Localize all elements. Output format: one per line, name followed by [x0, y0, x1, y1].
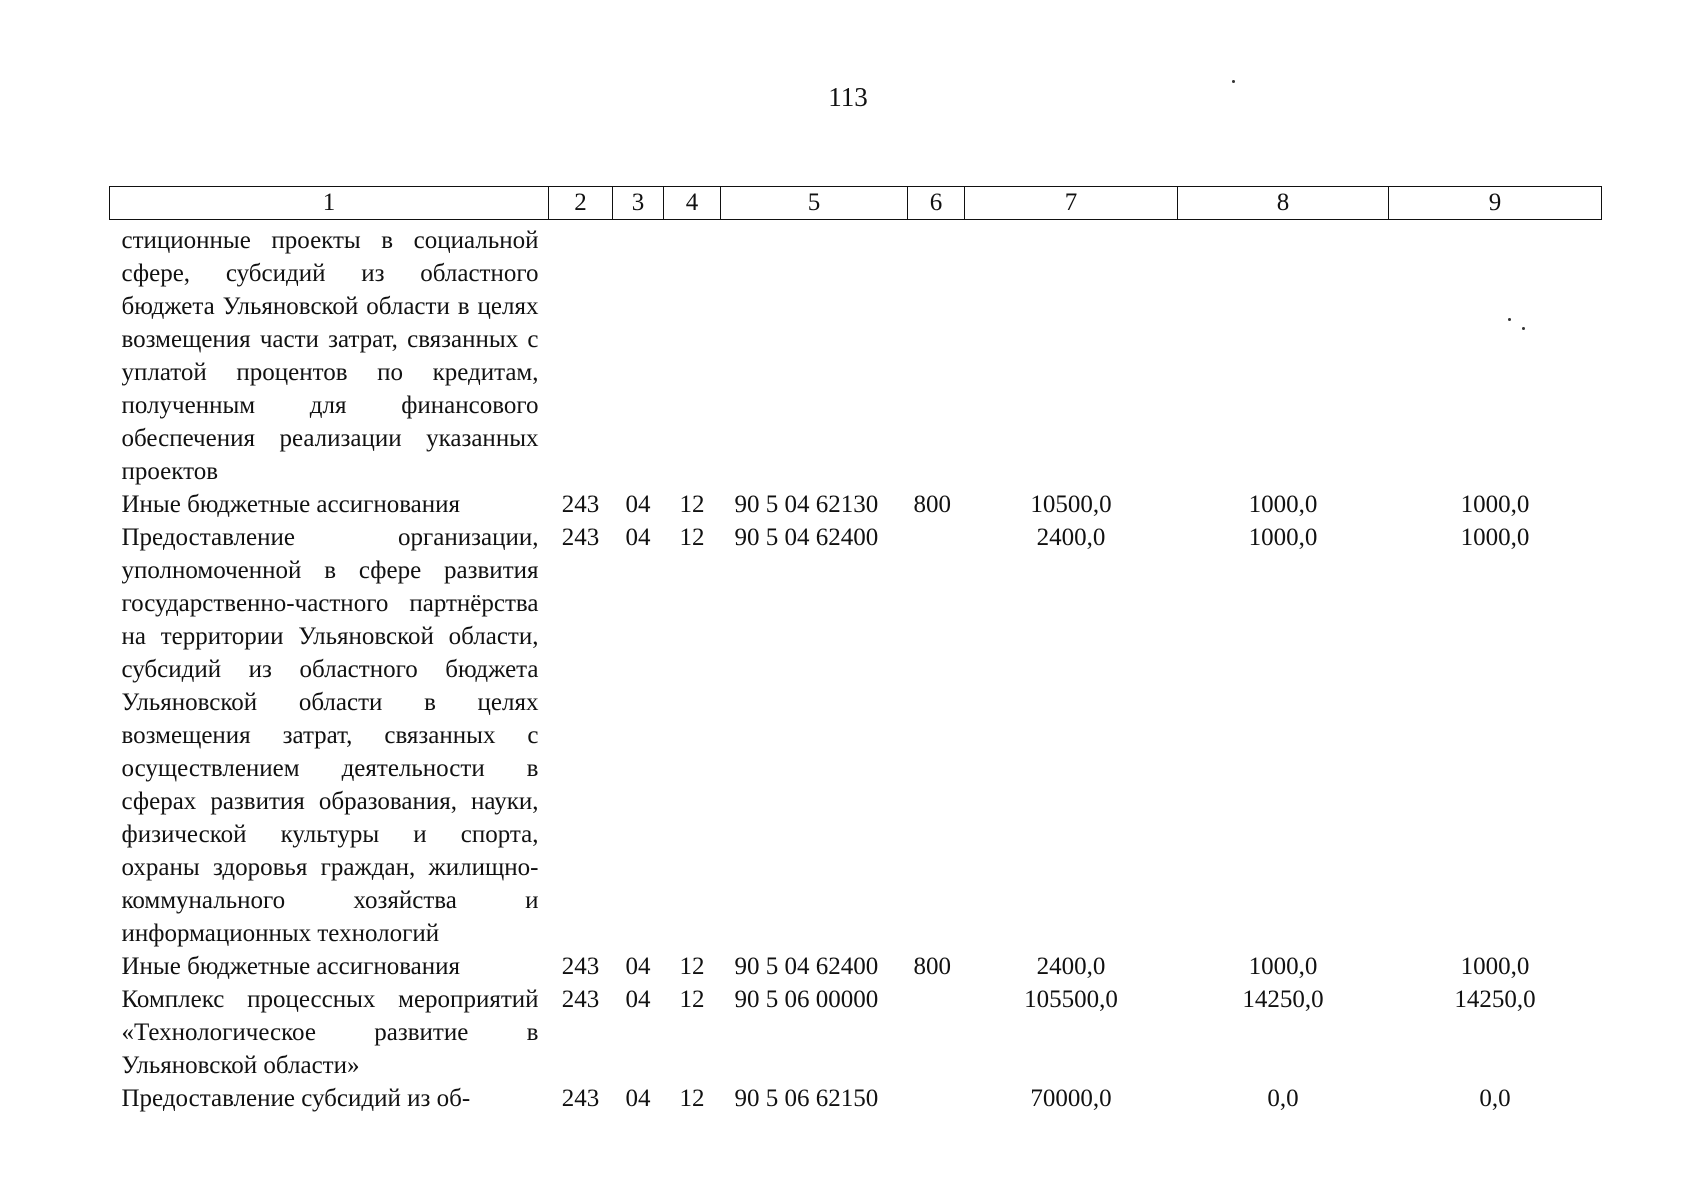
cell-col8 [1178, 220, 1389, 489]
cell-col2: 243 [561, 986, 600, 1013]
table-row [110, 983, 1602, 1082]
scan-speck [1232, 80, 1235, 83]
cell-col8: 14250,0 [1242, 986, 1324, 1013]
cell-col5: 90 5 04 62130 [734, 491, 879, 518]
table-row [110, 220, 1602, 489]
table-row [110, 521, 1602, 950]
cell-col2 [549, 220, 613, 489]
cell-col9: 14250,0 [1454, 986, 1536, 1013]
cell-col9: 0,0 [1479, 1085, 1511, 1112]
cell-col8: 1000,0 [1248, 524, 1318, 551]
cell-col4 [664, 220, 721, 489]
cell-col3 [613, 220, 664, 489]
cell-col9: 1000,0 [1460, 953, 1530, 980]
cell-col3: 04 [625, 1085, 651, 1112]
cell-col5: 90 5 04 62400 [734, 953, 879, 980]
cell-col2: 243 [561, 953, 600, 980]
cell-col8: 0,0 [1267, 1085, 1299, 1112]
cell-col5: 90 5 06 62150 [734, 1085, 879, 1112]
column-header: 9 [1389, 187, 1602, 220]
column-header: 3 [613, 187, 664, 220]
cell-col9: 1000,0 [1460, 524, 1530, 551]
cell-col3: 04 [625, 491, 651, 518]
column-header: 2 [549, 187, 613, 220]
cell-col9: 1000,0 [1460, 491, 1530, 518]
table-row [110, 950, 1602, 983]
header-row [110, 187, 1602, 220]
row-name: Иные бюджетные ассигнования [121, 953, 461, 980]
row-name: Иные бюджетные ассигнования [121, 491, 461, 518]
budget-table [109, 186, 1602, 1115]
cell-col2: 243 [561, 524, 600, 551]
row-name: Предоставление организации, уполномоченной в сфере развития государственно-частного партнёрства на территории Ульяновской области, субсидий из областного бюджета Ульяновской области в целях возмещения затрат, связанных с осуществлением деятельности в сферах развития образования, науки, физической культуры и спорта, охраны здоровья граждан, жилищно-коммунального хозяйства и информационных технологий [121, 524, 539, 947]
cell-col8: 1000,0 [1248, 491, 1318, 518]
table-header [110, 187, 1602, 220]
cell-col6 [908, 983, 965, 1082]
cell-col4: 12 [679, 491, 705, 518]
table-row [110, 488, 1602, 521]
cell-col5: 90 5 04 62400 [734, 524, 879, 551]
cell-col7 [965, 220, 1178, 489]
cell-col6: 800 [913, 491, 951, 518]
cell-col4: 12 [679, 1085, 705, 1112]
cell-col7: 105500,0 [1024, 986, 1118, 1013]
cell-col6 [908, 1082, 965, 1115]
row-name: стиционные проекты в социальной сфере, субсидий из областного бюджета Ульяновской области в целях возмещения части затрат, связанных с уплатой процентов по кредитам, полученным для финансового обеспечения реализации указанных проектов [121, 227, 539, 485]
cell-col7: 2400,0 [1036, 953, 1106, 980]
cell-col3: 04 [625, 524, 651, 551]
column-header: 6 [908, 187, 965, 220]
cell-col2: 243 [561, 491, 600, 518]
cell-col7: 2400,0 [1036, 524, 1106, 551]
cell-col3: 04 [625, 986, 651, 1013]
column-header: 4 [664, 187, 721, 220]
row-name: Комплекс процессных мероприятий «Технологическое развитие в Ульяновской области» [121, 986, 539, 1079]
cell-col6 [908, 521, 965, 950]
table-body [110, 220, 1602, 1116]
cell-col4: 12 [679, 953, 705, 980]
column-header: 8 [1178, 187, 1389, 220]
cell-col2: 243 [561, 1085, 600, 1112]
table-row [110, 1082, 1602, 1115]
page-number: 113 [828, 82, 868, 112]
column-header: 5 [721, 187, 908, 220]
row-name: Предоставление субсидий из об- [121, 1085, 471, 1112]
column-header: 1 [110, 187, 549, 220]
cell-col4: 12 [679, 524, 705, 551]
cell-col7: 10500,0 [1030, 491, 1112, 518]
cell-col7: 70000,0 [1030, 1085, 1112, 1112]
cell-col4: 12 [679, 986, 705, 1013]
cell-col9 [1389, 220, 1602, 489]
cell-col6 [908, 220, 965, 489]
cell-col8: 1000,0 [1248, 953, 1318, 980]
cell-col6: 800 [913, 953, 951, 980]
cell-col5: 90 5 06 00000 [734, 986, 879, 1013]
column-header: 7 [965, 187, 1178, 220]
cell-col3: 04 [625, 953, 651, 980]
cell-col5 [721, 220, 908, 489]
